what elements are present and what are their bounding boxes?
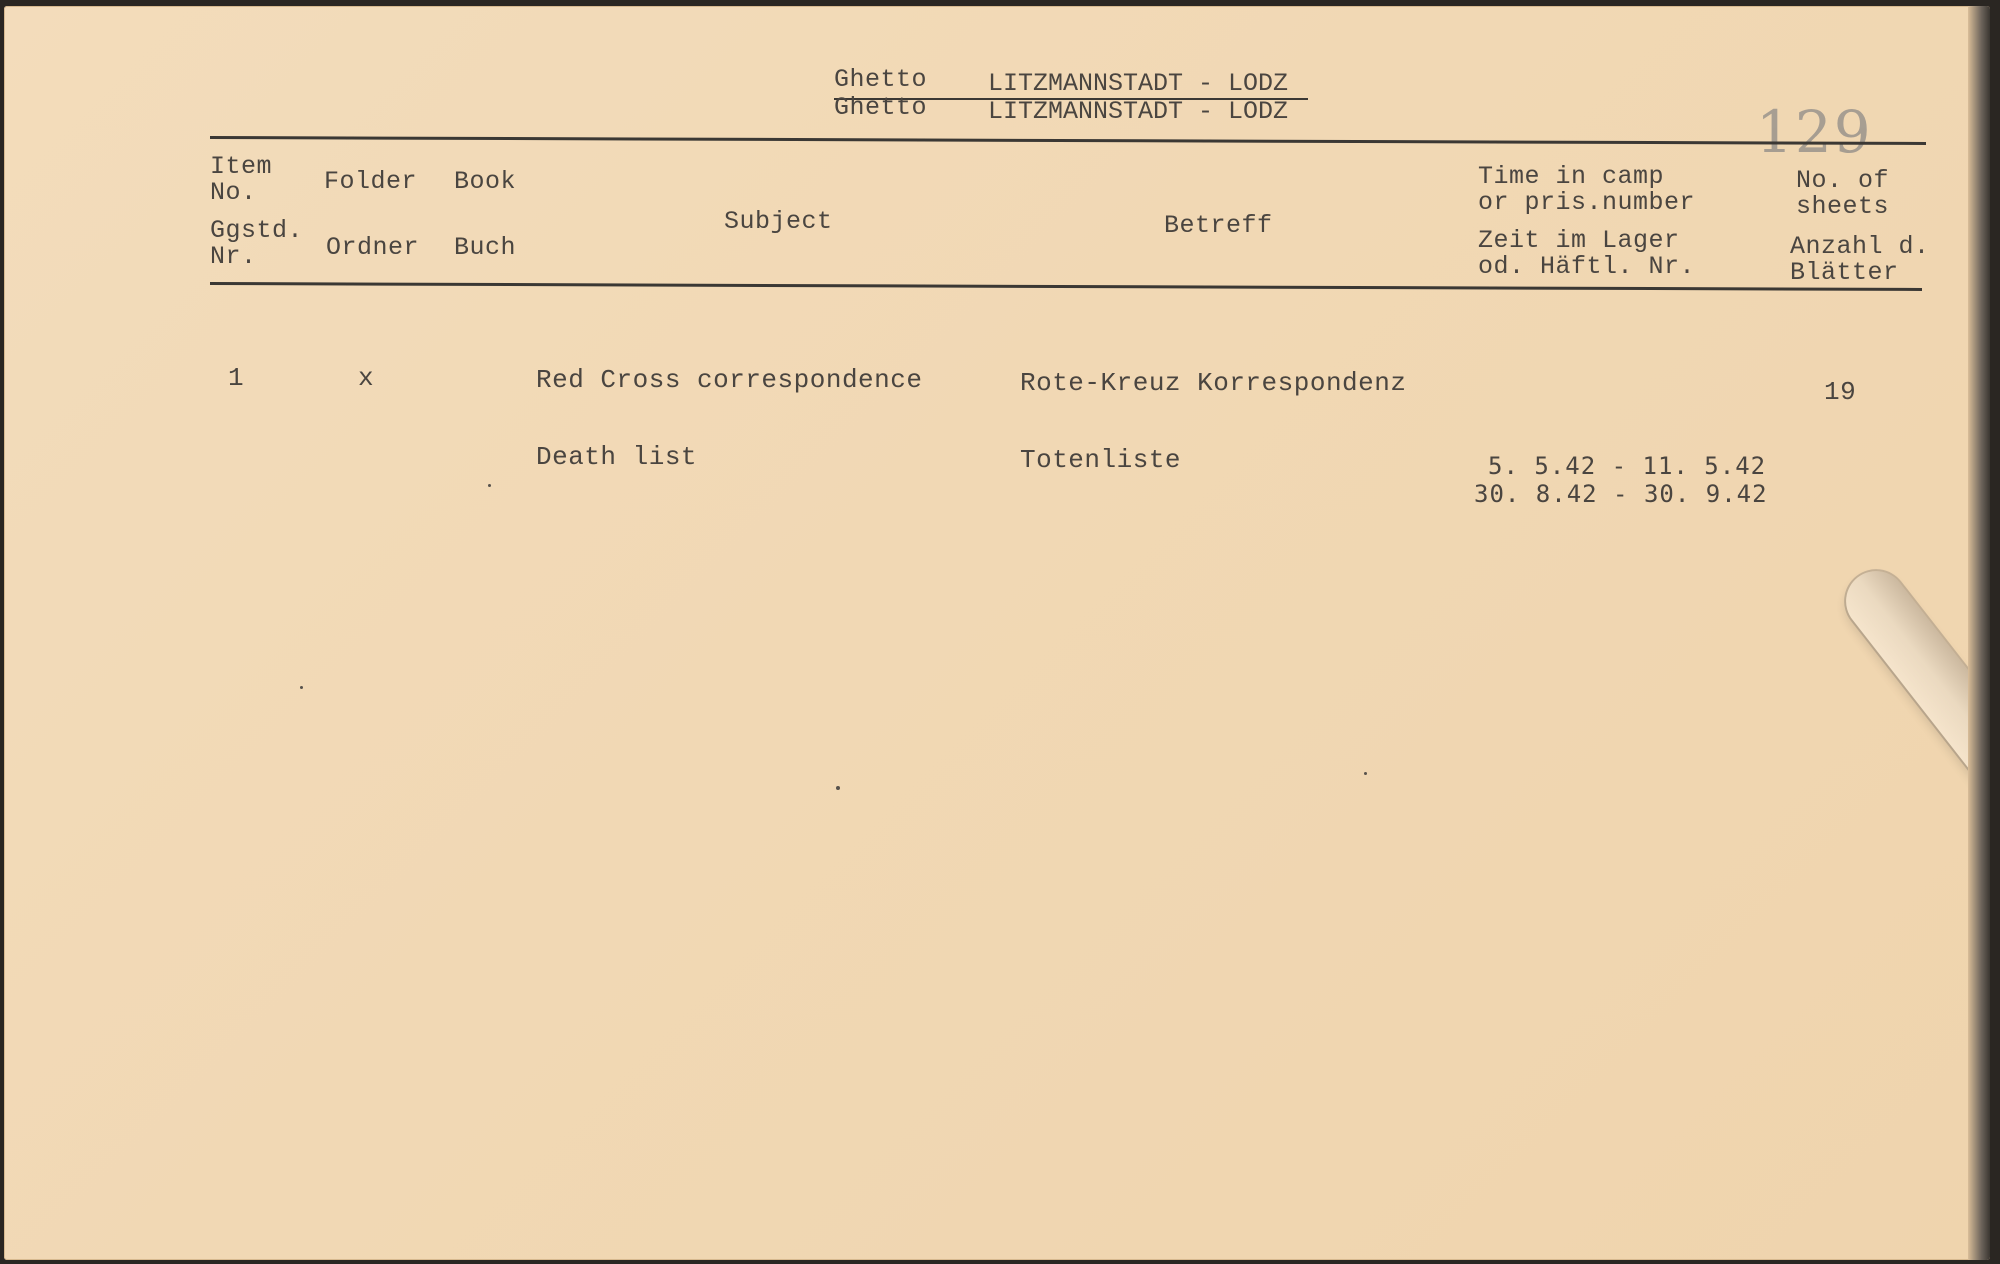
archive-stamp-number: 129	[1756, 98, 1873, 166]
col-time-en: Time in camp or pris.number	[1478, 162, 1696, 217]
row1-folder: x	[358, 363, 375, 393]
table-header-rule	[210, 282, 1922, 291]
col-book-de: Buch	[454, 233, 517, 262]
header-ghetto-label-1: Ghetto	[834, 65, 928, 94]
col-sheets-de: Anzahl d. Blätter	[1790, 232, 1930, 287]
paper-speck	[488, 484, 491, 487]
table-top-rule	[210, 136, 1926, 145]
row1-sheets: 19	[1824, 377, 1857, 407]
header-place-label-2: LITZMANNSTADT - LODZ	[988, 97, 1289, 126]
row1-betreff: Rote-Kreuz Korrespondenz	[1020, 368, 1407, 398]
col-item-de: Ggstd. Nr.	[210, 216, 304, 271]
col-time-de: Zeit im Lager od. Häftl. Nr.	[1478, 226, 1696, 281]
card-edge-shadow	[1968, 6, 1990, 1260]
row2-time-line2: 30. 8.42 - 30. 9.42	[1474, 480, 1768, 508]
col-folder-en: Folder	[324, 167, 418, 196]
row1-subject: Red Cross correspondence	[536, 365, 923, 395]
paper-speck	[300, 686, 303, 689]
col-book-en: Book	[454, 167, 517, 196]
col-subject: Subject	[724, 207, 833, 236]
row2-time-line1: 5. 5.42 - 11. 5.42	[1488, 452, 1767, 480]
col-betreff: Betreff	[1164, 211, 1273, 240]
row1-item: 1	[228, 363, 245, 393]
header-ghetto-label-2: Ghetto	[834, 93, 928, 122]
col-item-en: Item No.	[210, 152, 273, 207]
row2-subject: Death list	[536, 442, 698, 472]
paper-speck	[1364, 772, 1367, 775]
row2-betreff: Totenliste	[1020, 445, 1182, 475]
index-card	[4, 6, 1990, 1260]
plastic-clip	[1834, 559, 1990, 895]
col-folder-de: Ordner	[326, 233, 420, 262]
header-place-label-1: LITZMANNSTADT - LODZ	[988, 69, 1289, 98]
paper-speck	[836, 786, 840, 790]
col-sheets-en: No. of sheets	[1796, 166, 1890, 221]
